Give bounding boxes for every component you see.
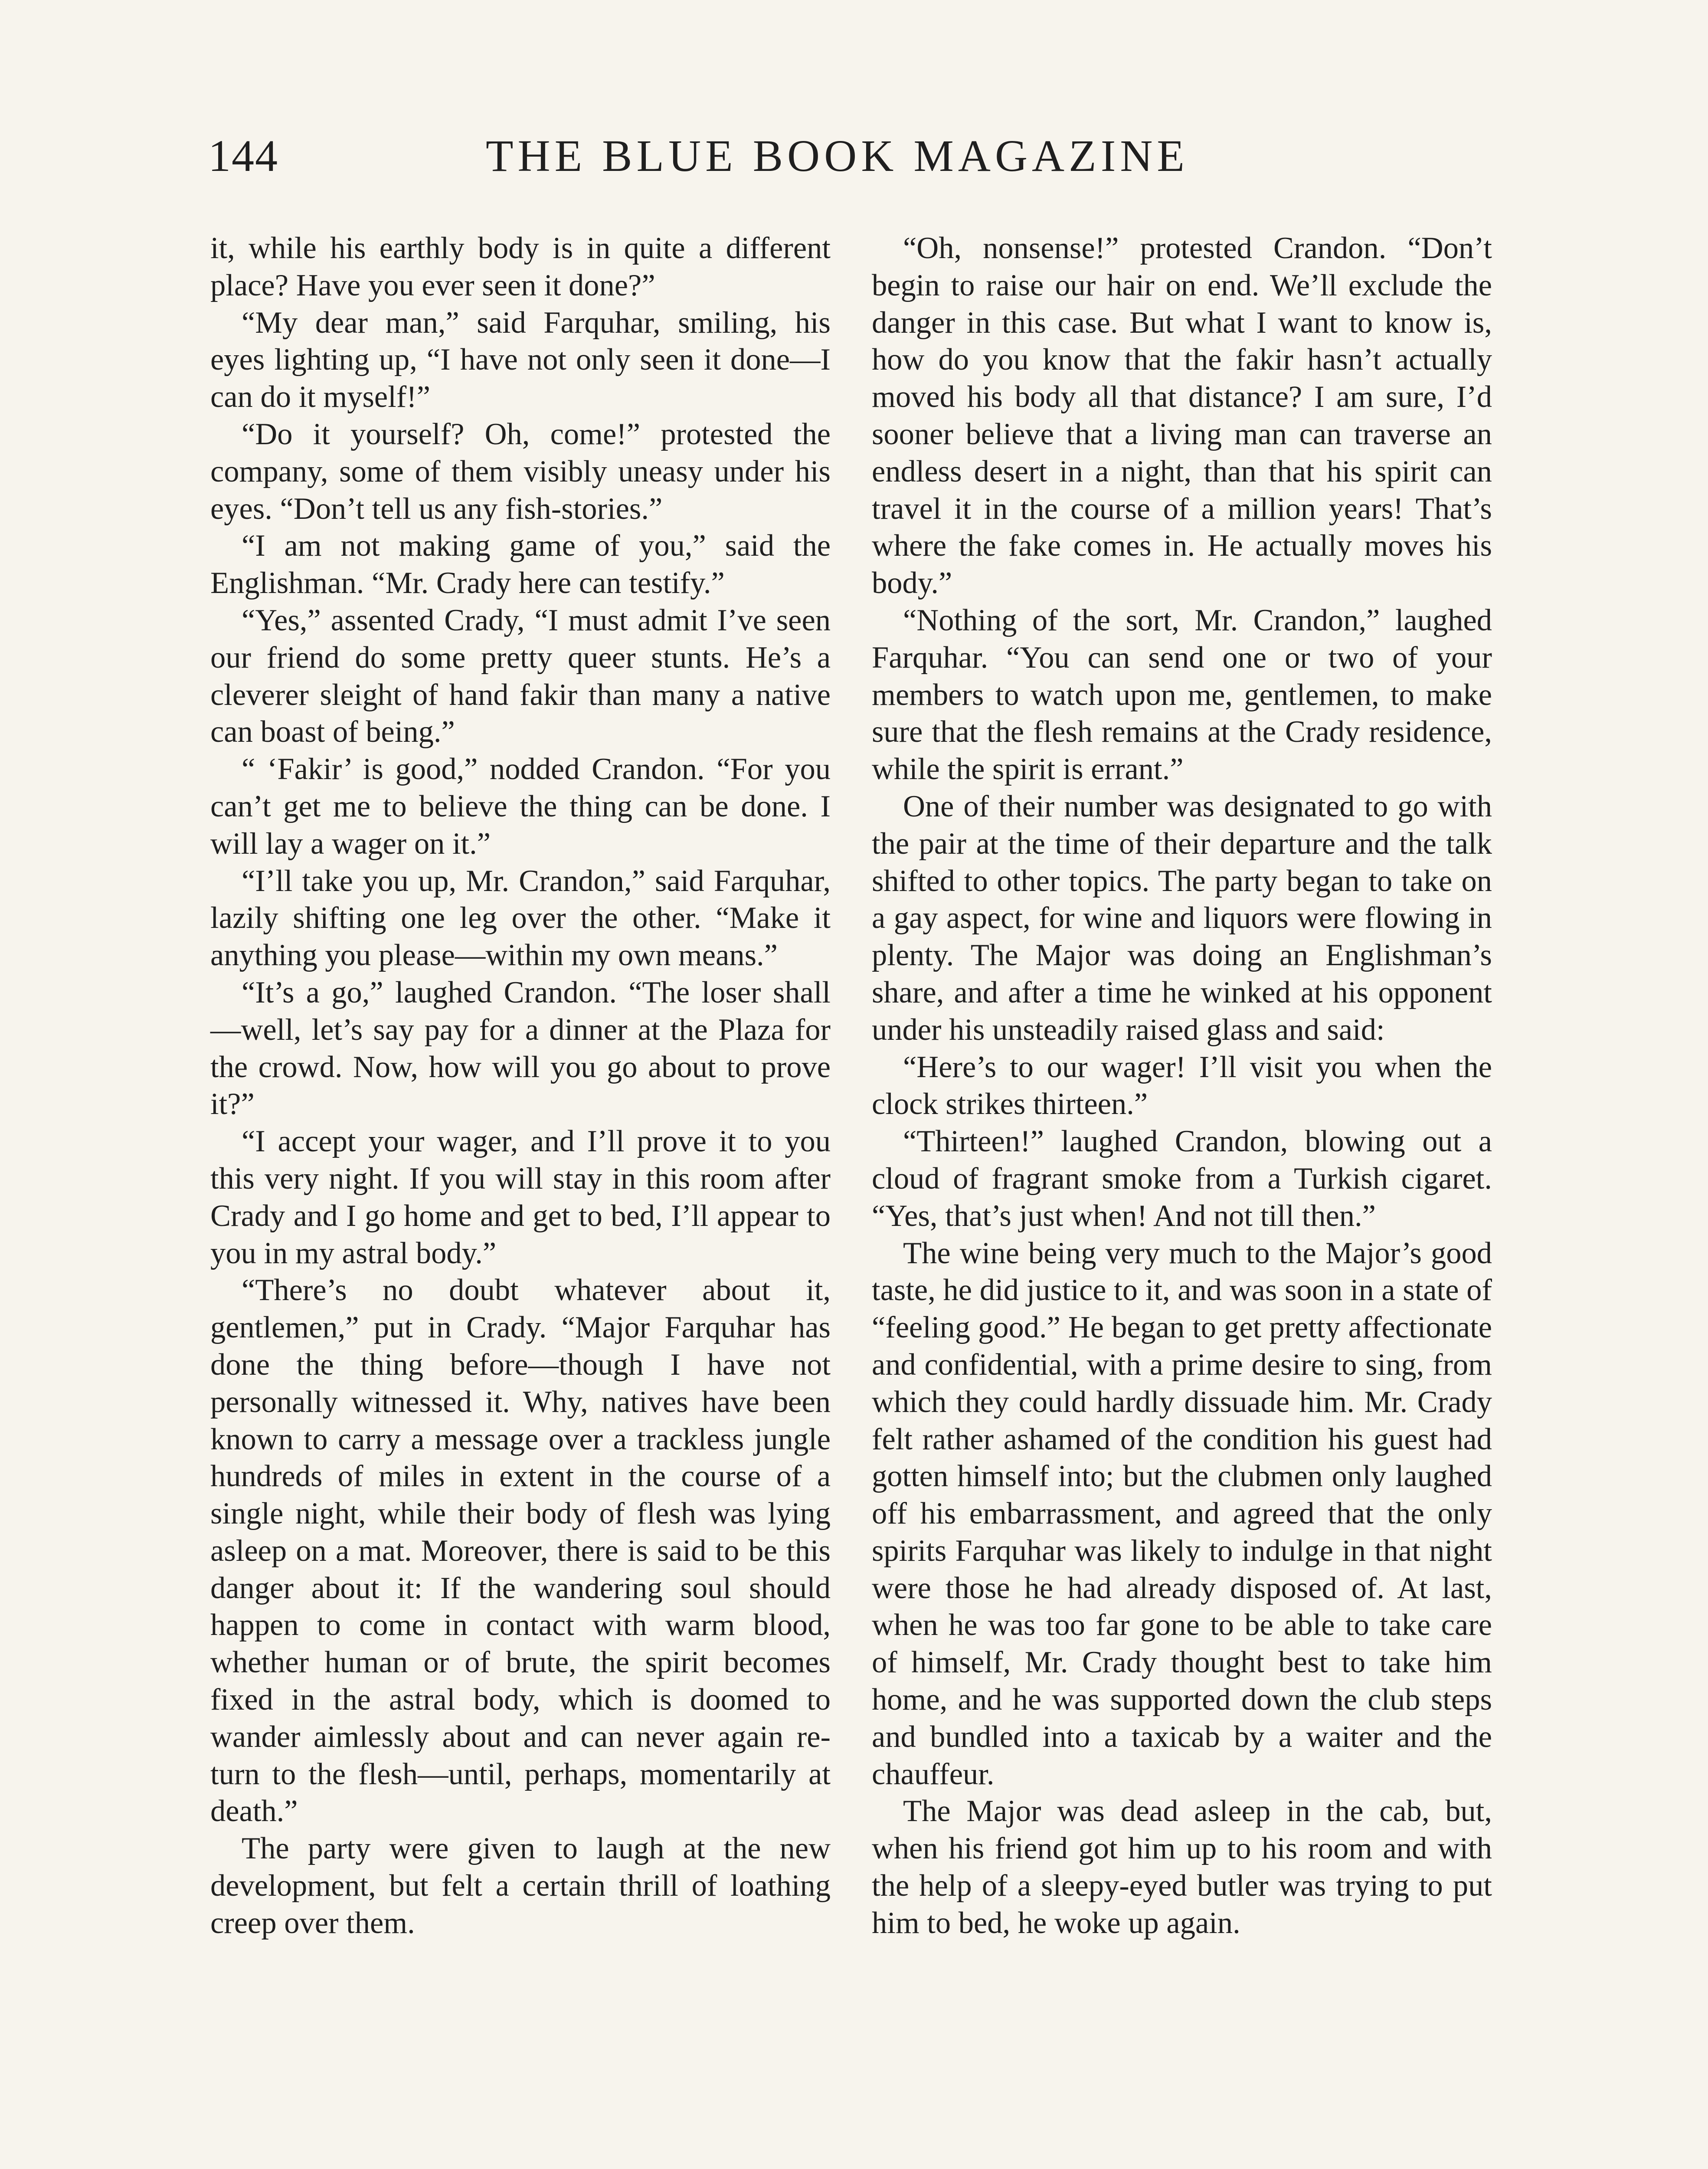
paragraph: “Yes,” assented Crady, “I must admit I’ve seen our friend do some pretty queer stunts. He’s a cleverer sleight of hand fakir than many a native can boast of being.” [210, 603, 831, 749]
paragraph: “I am not making game of you,” said the Englishman. “Mr. Crady here can testify.” [210, 529, 831, 600]
paragraph: The wine being very much to the Major’s good taste, he did justice to it, and was soon in a state of “feeling good.” He began to get pretty affectionate and confidential, with a prime desire to sing, from which they could hardly dissuade him. Mr. Crady felt rather ashamed of the condition his guest had gotten himself into; but the clubmen only laughed off his embarrassment, and agreed that the only spirits Farquhar was likely to indulge in that night were those he had already disposed of. At last, when he was too far gone to be able to take care of himself, Mr. Crady thought best to take him home, and he was supported down the club steps and bundled into a taxicab by a waiter and the chauffeur. [872, 1236, 1492, 1791]
paragraph: “Do it yourself? Oh, come!” protested the company, some of them visibly uneasy under his eyes. “Don’t tell us any fish-stories.” [210, 417, 831, 526]
paragraph: The party were given to laugh at the new development, but felt a certain thrill of loathing creep over them. [210, 1832, 831, 1940]
paragraph: “Here’s to our wager! I’ll visit you when the clock strikes thirteen.” [872, 1050, 1492, 1121]
paragraph: it, while his earthly body is in quite a different place? Have you ever seen it done?” [210, 231, 831, 302]
paragraph: “My dear man,” said Farquhar, smiling, his eyes lighting up, “I have not only seen it done—I can do it myself!” [210, 305, 831, 414]
paragraph: “Thirteen!” laughed Crandon, blowing out a cloud of fragrant smoke from a Turkish cigaret. “Yes, that’s just when! And not till then.” [872, 1124, 1492, 1233]
paragraph: One of their number was designated to go with the pair at the time of their departure and the talk shifted to other topics. The party began to take on a gay aspect, for wine and liquors were flowing in plenty. The Major was doing an Englishman’s share, and after a time he winked at his opponent under his unsteadily raised glass and said: [872, 789, 1492, 1047]
paragraph: “Nothing of the sort, Mr. Crandon,” laughed Farquhar. “You can send one or two of your members to watch upon me, gentlemen, to make sure that the flesh remains at the Crady residence, while the spirit is errant.” [872, 603, 1492, 786]
paragraph: “Oh, nonsense!” protested Crandon. “Don’t begin to raise our hair on end. We’ll exclude the danger in this case. But what I want to know is, how do you know that the fakir hasn’t actually moved his body all that distance? I am sure, I’d sooner believe that a living man can traverse an endless desert in a night, than that his spirit can travel it in the course of a million years! That’s where the fake comes in. He actually moves his body.” [872, 231, 1492, 600]
paragraph: “There’s no doubt whatever about it, gentlemen,” put in Crady. “Major Farquhar has done the thing before—though I have not personally witnessed it. Why, natives have been known to carry a message over a trackless jungle hundreds of miles in extent in the course of a single night, while their body of flesh was lying asleep on a mat. Moreover, there is said to be this danger about it: If the wandering soul should happen to come in contact with warm blood, whether human or of brute, the spirit becomes fixed in the astral body, which is doomed to wander aimlessly about and can never again return to the flesh—until, perhaps, momentarily at death.” [210, 1273, 831, 1828]
paragraph: “I’ll take you up, Mr. Crandon,” said Farquhar, lazily shifting one leg over the other. “Make it anything you please—within my own means.” [210, 864, 831, 973]
paragraph: “ ‘Fakir’ is good,” nodded Crandon. “For you can’t get me to believe the thing can be done. I will lay a wager on it.” [210, 752, 831, 861]
paragraph: The Major was dead asleep in the cab, but, when his friend got him up to his room and with the help of a sleepy-eyed butler was trying to put him to bed, he woke up again. [872, 1794, 1492, 1940]
right-text-column [872, 230, 1492, 1942]
page-header [208, 130, 1232, 195]
paragraph: “It’s a go,” laughed Crandon. “The loser shall—well, let’s say pay for a dinner at the Plaza for the crowd. Now, how will you go about to prove it?” [210, 975, 831, 1121]
page-number: 144 [208, 131, 278, 181]
magazine-title: THE BLUE BOOK MAGAZINE [486, 131, 1189, 181]
left-text-column [210, 230, 831, 1942]
paragraph: “I accept your wager, and I’ll prove it to you this very night. If you will stay in this room after Crady and I go home and get to bed, I’ll appear to you in my astral body.” [210, 1124, 831, 1270]
